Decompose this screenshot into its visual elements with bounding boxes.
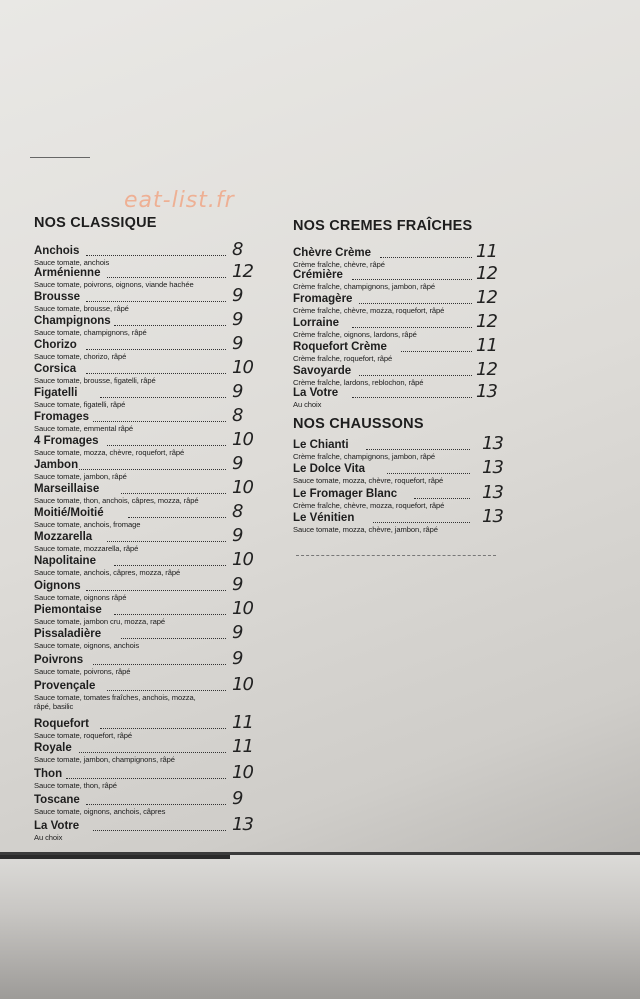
- menu-item-description: Sauce tomate, mozza, chèvre, jambon, râpé: [293, 525, 438, 534]
- dotted-leader: [86, 373, 226, 374]
- menu-item-description: Sauce tomate, jambon, râpé: [34, 472, 127, 481]
- dotted-leader: [401, 351, 472, 352]
- menu-item-name: Le Vénitien: [293, 512, 355, 524]
- menu-item-description: Sauce tomate, poivrons, râpé: [34, 667, 131, 676]
- menu-item-description: Sauce tomate, brousse, râpé: [34, 304, 129, 313]
- menu-item-name: Chorizo: [34, 339, 77, 351]
- watermark-logo: eat-list.fr: [124, 188, 235, 213]
- menu-item-name: Napolitaine: [34, 555, 96, 567]
- menu-item-name: Arménienne: [34, 267, 101, 279]
- menu-item-price: 9: [232, 788, 243, 809]
- menu-item-name: Marseillaise: [34, 483, 100, 495]
- menu-item-price: 9: [232, 381, 243, 402]
- menu-item-price: 10: [232, 357, 253, 378]
- section-title-cremes: NOS CREMES FRAÎCHES: [293, 218, 473, 234]
- menu-item-name: Fromages: [34, 411, 89, 423]
- dotted-leader: [100, 728, 226, 729]
- menu-item-description: Sauce tomate, mozzarella, râpé: [34, 544, 139, 553]
- dotted-leader: [114, 325, 226, 326]
- menu-item-description: Sauce tomate, emmental râpé: [34, 424, 134, 433]
- dotted-leader: [121, 638, 226, 639]
- menu-item-name: Fromagère: [293, 293, 353, 305]
- dotted-leader: [79, 469, 226, 470]
- menu-item-description: Sauce tomate, tomates fraîches, anchois, mozza,: [34, 693, 196, 702]
- menu-item-name: Roquefort: [34, 718, 89, 730]
- menu-item-name: Anchois: [34, 245, 80, 257]
- menu-item-price: 9: [232, 622, 243, 643]
- menu-item-description: Sauce tomate, anchois: [34, 258, 110, 267]
- dotted-leader: [352, 397, 472, 398]
- menu-item-description: Sauce tomate, chorizo, râpé: [34, 352, 127, 361]
- dotted-leader: [86, 301, 226, 302]
- menu-item-price: 9: [232, 453, 243, 474]
- menu-item-description: Sauce tomate, brousse, figatelli, râpé: [34, 376, 156, 385]
- menu-item-description: Au choix: [34, 833, 63, 842]
- menu-item-description: Sauce tomate, figatelli, râpé: [34, 400, 126, 409]
- dotted-leader: [100, 397, 226, 398]
- dotted-leader: [121, 493, 226, 494]
- menu-item-name: Crémière: [293, 269, 343, 281]
- menu-item-price: 8: [232, 405, 243, 426]
- menu-item-price: 10: [232, 477, 253, 498]
- menu-item-name: Mozzarella: [34, 531, 93, 543]
- fold-line-dark: [0, 855, 230, 859]
- menu-item-name: Figatelli: [34, 387, 78, 399]
- menu-item-price: 9: [232, 574, 243, 595]
- menu-item-price: 11: [232, 712, 253, 733]
- menu-item-description: Sauce tomate, thon, râpé: [34, 781, 117, 790]
- dotted-leader: [352, 327, 472, 328]
- menu-item-name: 4 Fromages: [34, 435, 99, 447]
- divider: [296, 555, 496, 556]
- dotted-leader: [107, 277, 226, 278]
- menu-item-description: Crème fraîche, champignons, jambon, râpé: [293, 282, 436, 291]
- menu-item-name: Moitié/Moitié: [34, 507, 104, 519]
- menu-item-name: Poivrons: [34, 654, 84, 666]
- menu-item-description: Sauce tomate, oignons râpé: [34, 593, 127, 602]
- menu-item-name: Thon: [34, 768, 63, 780]
- dotted-leader: [86, 804, 226, 805]
- dotted-leader: [359, 303, 472, 304]
- menu-item-description: Sauce tomate, anchois, fromage: [34, 520, 141, 529]
- menu-item-description: Sauce tomate, mozza, chèvre, roquefort, râpé: [293, 476, 444, 485]
- menu-item-name: Chèvre Crème: [293, 247, 371, 259]
- menu-item-price: 10: [232, 598, 253, 619]
- menu-item-price: 11: [476, 335, 497, 356]
- dotted-leader: [352, 279, 472, 280]
- dotted-leader: [86, 255, 226, 256]
- menu-item-price: 9: [232, 333, 243, 354]
- dotted-leader: [128, 517, 226, 518]
- menu-item-description: Sauce tomate, mozza, chèvre, roquefort, râpé: [34, 448, 185, 457]
- menu-item-name: Pissaladière: [34, 628, 102, 640]
- menu-item-price: 10: [232, 429, 253, 450]
- menu-item-price: 12: [476, 311, 497, 332]
- dotted-leader: [66, 778, 226, 779]
- paper-shadow: [0, 855, 640, 999]
- menu-item-name: Champignons: [34, 315, 111, 327]
- menu-item-price: 9: [232, 309, 243, 330]
- menu-item-description: Au choix: [293, 400, 322, 409]
- menu-item-price: 8: [232, 501, 243, 522]
- menu-item-name: Brousse: [34, 291, 81, 303]
- menu-item-description: râpé, basilic: [34, 702, 74, 711]
- menu-item-price: 9: [232, 525, 243, 546]
- menu-item-price: 8: [232, 239, 243, 260]
- menu-item-name: Lorraine: [293, 317, 340, 329]
- menu-item-name: Roquefort Crème: [293, 341, 387, 353]
- menu-item-price: 9: [232, 285, 243, 306]
- menu-item-description: Sauce tomate, roquefort, râpé: [34, 731, 132, 740]
- menu-item-price: 12: [476, 359, 497, 380]
- dotted-leader: [79, 752, 226, 753]
- menu-item-price: 12: [476, 287, 497, 308]
- dotted-leader: [107, 541, 226, 542]
- dotted-leader: [359, 375, 472, 376]
- menu-item-price: 11: [232, 736, 253, 757]
- menu-item-name: La Votre: [293, 387, 339, 399]
- menu-item-description: Sauce tomate, champignons, râpé: [34, 328, 147, 337]
- menu-item-description: Crème fraîche, champignons, jambon, râpé: [293, 452, 436, 461]
- menu-item-name: Royale: [34, 742, 72, 754]
- menu-item-name: Savoyarde: [293, 365, 352, 377]
- dotted-leader: [93, 664, 226, 665]
- menu-item-description: Crème fraîche, chèvre, mozza, roquefort, râpé: [293, 501, 445, 510]
- menu-item-name: Jambon: [34, 459, 79, 471]
- dotted-leader: [366, 449, 470, 450]
- dotted-leader: [93, 830, 226, 831]
- menu-item-description: Crème fraîche, roquefort, râpé: [293, 354, 393, 363]
- dotted-leader: [380, 257, 472, 258]
- menu-item-name: Corsica: [34, 363, 77, 375]
- menu-item-description: Sauce tomate, oignons, anchois, câpres: [34, 807, 166, 816]
- menu-item-description: Crème fraîche, chèvre, râpé: [293, 260, 385, 269]
- menu-item-price: 13: [482, 433, 503, 454]
- menu-item-price: 13: [232, 814, 253, 835]
- menu-item-price: 11: [476, 241, 497, 262]
- dotted-leader: [86, 349, 226, 350]
- menu-item-description: Sauce tomate, thon, anchois, câpres, mozza, râpé: [34, 496, 199, 505]
- menu-item-description: Sauce tomate, poivrons, oignons, viande hachée: [34, 280, 194, 289]
- menu-item-name: Le Chianti: [293, 439, 349, 451]
- menu-item-price: 10: [232, 674, 253, 695]
- dotted-leader: [387, 473, 470, 474]
- menu-item-name: Toscane: [34, 794, 80, 806]
- dotted-leader: [373, 522, 470, 523]
- dotted-leader: [93, 421, 226, 422]
- divider: [30, 157, 90, 158]
- dotted-leader: [107, 690, 226, 691]
- dotted-leader: [86, 590, 226, 591]
- menu-item-price: 9: [232, 648, 243, 669]
- menu-item-description: Crème fraîche, lardons, reblochon, râpé: [293, 378, 424, 387]
- menu-item-name: Provençale: [34, 680, 96, 692]
- section-title-classique: NOS CLASSIQUE: [34, 215, 157, 231]
- dotted-leader: [414, 498, 470, 499]
- menu-item-price: 10: [232, 762, 253, 783]
- menu-item-description: Crème fraîche, oignons, lardons, râpé: [293, 330, 417, 339]
- dotted-leader: [114, 614, 226, 615]
- dotted-leader: [114, 565, 226, 566]
- menu-item-price: 10: [232, 549, 253, 570]
- section-title-chaussons: NOS CHAUSSONS: [293, 416, 424, 432]
- menu-item-description: Sauce tomate, anchois, câpres, mozza, râpé: [34, 568, 181, 577]
- dotted-leader: [107, 445, 226, 446]
- menu-item-name: Le Fromager Blanc: [293, 488, 398, 500]
- menu-item-price: 13: [476, 381, 497, 402]
- menu-item-description: Sauce tomate, oignons, anchois: [34, 641, 140, 650]
- menu-item-name: Le Dolce Vita: [293, 463, 366, 475]
- menu-item-price: 13: [482, 482, 503, 503]
- menu-item-price: 12: [232, 261, 253, 282]
- menu-item-description: Sauce tomate, jambon, champignons, râpé: [34, 755, 175, 764]
- menu-item-name: La Votre: [34, 820, 80, 832]
- menu-item-name: Piemontaise: [34, 604, 102, 616]
- menu-item-price: 13: [482, 506, 503, 527]
- menu-item-name: Oignons: [34, 580, 81, 592]
- menu-item-description: Sauce tomate, jambon cru, mozza, rapé: [34, 617, 165, 626]
- menu-item-description: Crème fraîche, chèvre, mozza, roquefort, râpé: [293, 306, 445, 315]
- menu-item-price: 12: [476, 263, 497, 284]
- menu-item-price: 13: [482, 457, 503, 478]
